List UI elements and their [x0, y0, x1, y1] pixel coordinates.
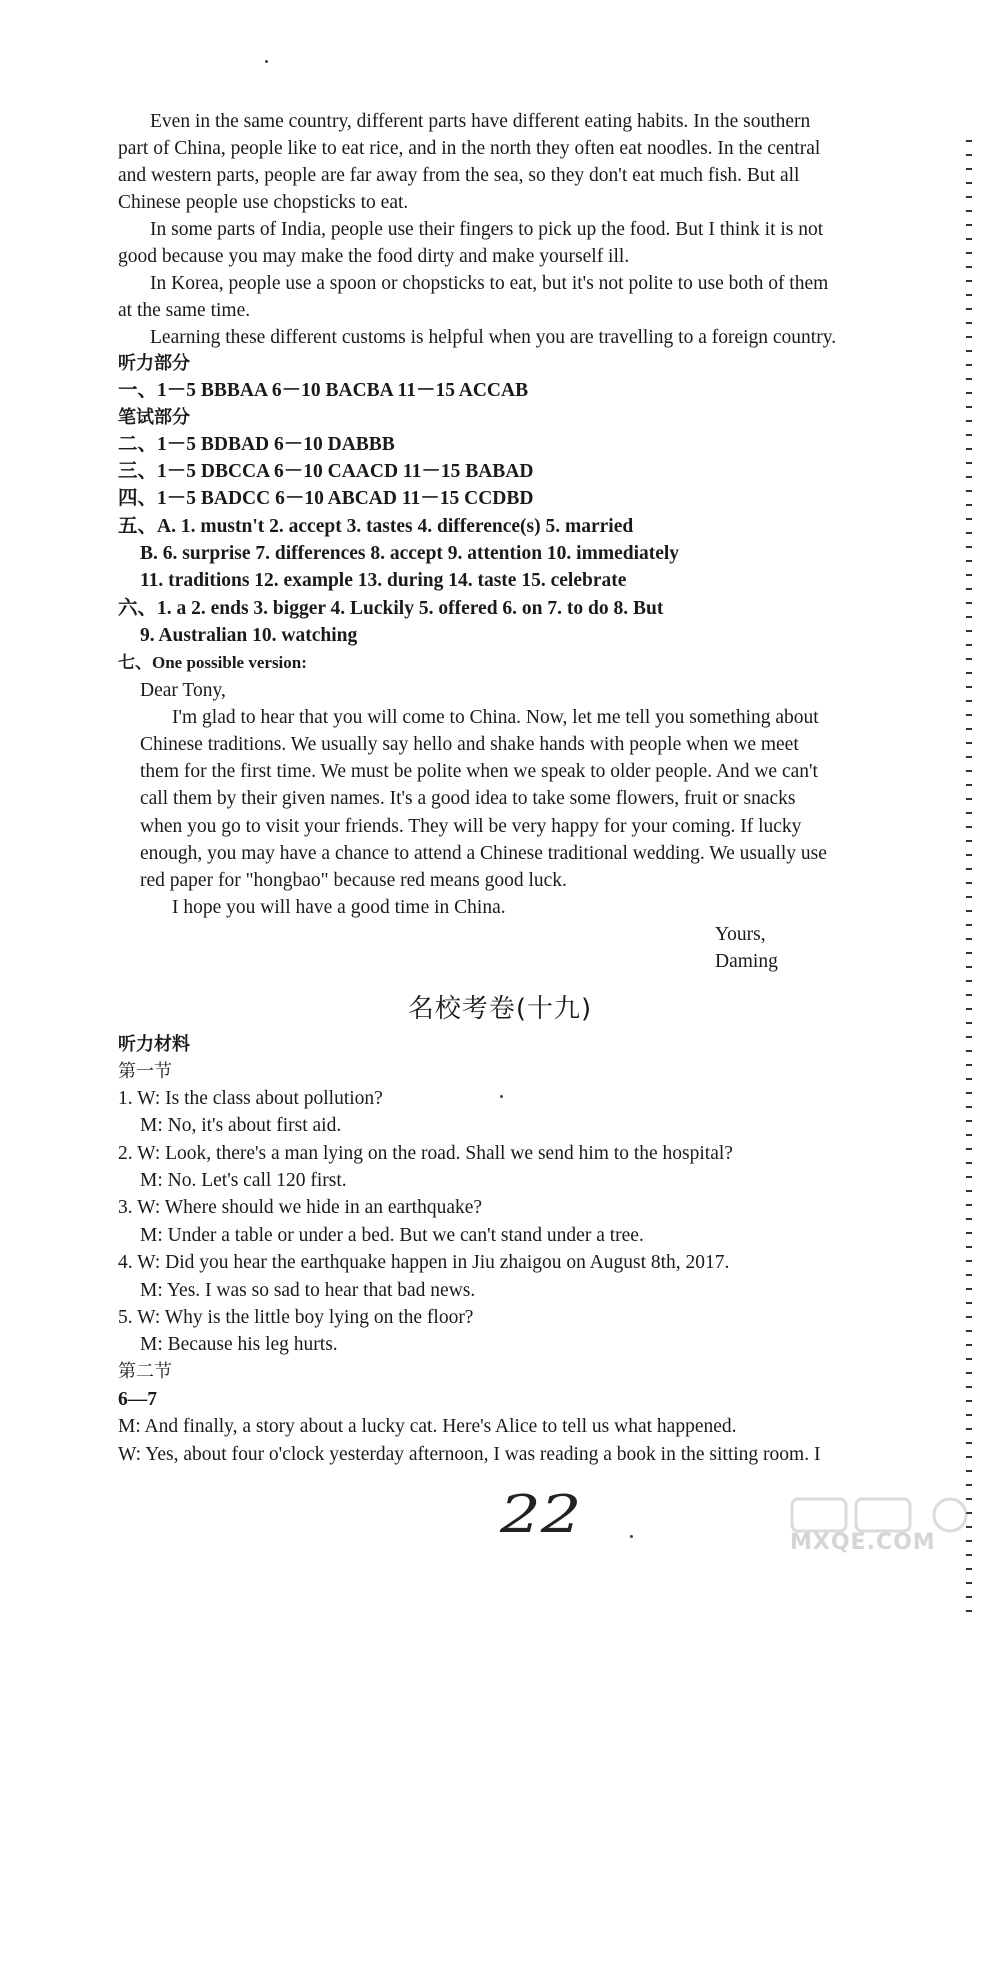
margin-tick	[966, 938, 972, 940]
margin-tick	[966, 1358, 972, 1360]
margin-tick	[966, 154, 972, 156]
margin-tick	[966, 266, 972, 268]
margin-tick	[966, 1610, 972, 1612]
margin-tick	[966, 1442, 972, 1444]
dialogue-4m: M: Yes. I was so sad to hear that bad news.	[140, 1280, 476, 1301]
letter-line-4: call them by their given names. It's a good idea to take some flowers, fruit or snacks	[140, 788, 796, 809]
margin-tick	[966, 504, 972, 506]
margin-tick	[966, 462, 972, 464]
passage-line-9: Learning these different customs is helpful when you are travelling to a foreign country.	[150, 327, 837, 348]
margin-tick	[966, 1134, 972, 1136]
margin-tick	[966, 1330, 972, 1332]
margin-tick	[966, 140, 972, 142]
margin-tick	[966, 840, 972, 842]
letter-line-6: enough, you may have a chance to attend a Chinese traditional wedding. We usually use	[140, 843, 827, 864]
answer-section-2: 二、1－5 BDBAD 6－10 DABBB	[118, 434, 395, 455]
watermark-logo	[790, 1495, 980, 1555]
margin-tick	[966, 1344, 972, 1346]
margin-tick	[966, 1456, 972, 1458]
part1-header: 第一节	[118, 1061, 172, 1082]
passage-line-3: and western parts, people are far away from the sea, so they don't eat much fish. But all	[118, 165, 800, 186]
range-6-7: 6—7	[118, 1389, 157, 1410]
margin-tick	[966, 812, 972, 814]
margin-tick	[966, 728, 972, 730]
margin-tick	[966, 1274, 972, 1276]
section-title: 名校考卷(十九)	[407, 994, 593, 1024]
passage-line-4: Chinese people use chopsticks to eat.	[118, 192, 409, 213]
margin-tick	[966, 518, 972, 520]
margin-tick	[966, 322, 972, 324]
margin-tick	[966, 1568, 972, 1570]
margin-tick	[966, 392, 972, 394]
dialogue-3m: M: Under a table or under a bed. But we can't stand under a tree.	[140, 1225, 644, 1246]
passage-line-5: In some parts of India, people use their fingers to pick up the food. But I think it is not	[150, 219, 824, 240]
answer-section-3: 三、1－5 DBCCA 6－10 CAACD 11－15 BABAD	[118, 461, 534, 482]
letter-closing: Yours,	[715, 924, 766, 945]
margin-tick	[966, 980, 972, 982]
letter-line-3: them for the first time. We must be polite when we speak to older people. And we can't	[140, 761, 818, 782]
margin-tick	[966, 350, 972, 352]
margin-tick	[966, 574, 972, 576]
letter-line-1: I'm glad to hear that you will come to China. Now, let me tell you something about	[172, 707, 819, 728]
letter-line-2: Chinese traditions. We usually say hello and shake hands with people when we meet	[140, 734, 799, 755]
margin-tick	[966, 616, 972, 618]
dialogue-5m: M: Because his leg hurts.	[140, 1334, 338, 1355]
margin-tick	[966, 1190, 972, 1192]
margin-tick	[966, 490, 972, 492]
margin-tick	[966, 588, 972, 590]
margin-tick	[966, 1260, 972, 1262]
material-header: 听力材料	[118, 1034, 190, 1055]
scan-dot	[630, 1535, 633, 1538]
margin-tick	[966, 168, 972, 170]
margin-tick	[966, 868, 972, 870]
margin-tick	[966, 1204, 972, 1206]
answer-section-7: 七、One possible version:	[118, 653, 307, 672]
binding-margin-ticks	[966, 140, 972, 1620]
margin-tick	[966, 336, 972, 338]
margin-tick	[966, 1092, 972, 1094]
margin-tick	[966, 1120, 972, 1122]
margin-tick	[966, 1176, 972, 1178]
answer-section-5b: B. 6. surprise 7. differences 8. accept 9. attention 10. immediately	[140, 543, 680, 564]
margin-tick	[966, 252, 972, 254]
letter-greeting: Dear Tony,	[140, 680, 226, 701]
margin-tick	[966, 1162, 972, 1164]
dialogue-5w: 5. W: Why is the little boy lying on the floor?	[118, 1307, 474, 1328]
margin-tick	[966, 1050, 972, 1052]
dialogue-1w: 1. W: Is the class about pollution?	[118, 1088, 383, 1109]
answer-section-5a: 五、A. 1. mustn't 2. accept 3. tastes 4. difference(s) 5. married	[118, 516, 634, 537]
dialogue-4w: 4. W: Did you hear the earthquake happen in Jiu zhaigou on August 8th, 2017.	[118, 1252, 730, 1273]
handwritten-page-number: 22	[500, 1485, 582, 1545]
margin-tick	[966, 1596, 972, 1598]
dialogue-3w: 3. W: Where should we hide in an earthquake?	[118, 1197, 483, 1218]
margin-tick	[966, 966, 972, 968]
dialogue-1m: M: No, it's about first aid.	[140, 1115, 342, 1136]
margin-tick	[966, 742, 972, 744]
margin-tick	[966, 1078, 972, 1080]
margin-tick	[966, 1022, 972, 1024]
scan-dot	[500, 1095, 503, 1098]
passage-line-2: part of China, people like to eat rice, and in the north they often eat noodles. In the central	[118, 138, 821, 159]
margin-tick	[966, 1302, 972, 1304]
margin-tick	[966, 294, 972, 296]
answer-section-6b: 9. Australian 10. watching	[140, 625, 358, 646]
margin-tick	[966, 854, 972, 856]
margin-tick	[966, 770, 972, 772]
margin-tick	[966, 1064, 972, 1066]
dialogue-6w: W: Yes, about four o'clock yesterday afternoon, I was reading a book in the sitting room. I	[118, 1444, 821, 1465]
letter-line-8: I hope you will have a good time in China.	[172, 897, 506, 918]
margin-tick	[966, 1470, 972, 1472]
answer-section-6a: 六、1. a 2. ends 3. bigger 4. Luckily 5. offered 6. on 7. to do 8. But	[118, 598, 664, 619]
letter-line-7: red paper for "hongbao" because red means good luck.	[140, 870, 567, 891]
margin-tick	[966, 1414, 972, 1416]
margin-tick	[966, 546, 972, 548]
margin-tick	[966, 952, 972, 954]
margin-tick	[966, 476, 972, 478]
margin-tick	[966, 308, 972, 310]
margin-tick	[966, 1008, 972, 1010]
part2-header: 第二节	[118, 1361, 172, 1382]
margin-tick	[966, 224, 972, 226]
margin-tick	[966, 238, 972, 240]
margin-tick	[966, 1218, 972, 1220]
margin-tick	[966, 896, 972, 898]
margin-tick	[966, 448, 972, 450]
passage-line-1: Even in the same country, different parts have different eating habits. In the southern	[150, 111, 811, 132]
margin-tick	[966, 700, 972, 702]
margin-tick	[966, 630, 972, 632]
margin-tick	[966, 672, 972, 674]
margin-tick	[966, 686, 972, 688]
margin-tick	[966, 1288, 972, 1290]
margin-tick	[966, 714, 972, 716]
margin-tick	[966, 1246, 972, 1248]
dialogue-2m: M: No. Let's call 120 first.	[140, 1170, 347, 1191]
margin-tick	[966, 882, 972, 884]
margin-tick	[966, 1484, 972, 1486]
letter-line-5: when you go to visit your friends. They will be very happy for your coming. If lucky	[140, 816, 802, 837]
passage-line-6: good because you may make the food dirty and make yourself ill.	[118, 246, 630, 267]
margin-tick	[966, 910, 972, 912]
scan-dot	[265, 60, 268, 63]
answer-section-1: 一、1－5 BBBAA 6－10 BACBA 11－15 ACCAB	[118, 380, 529, 401]
margin-tick	[966, 196, 972, 198]
margin-tick	[966, 1372, 972, 1374]
margin-tick	[966, 560, 972, 562]
listening-header: 听力部分	[118, 353, 190, 374]
margin-tick	[966, 602, 972, 604]
dialogue-6m: M: And finally, a story about a lucky cat. Here's Alice to tell us what happened.	[118, 1416, 737, 1437]
margin-tick	[966, 1582, 972, 1584]
margin-tick	[966, 378, 972, 380]
watermark-text: MXQE.COM	[790, 1530, 936, 1555]
margin-tick	[966, 1316, 972, 1318]
margin-tick	[966, 924, 972, 926]
margin-tick	[966, 1400, 972, 1402]
answer-section-4: 四、1－5 BADCC 6－10 ABCAD 11－15 CCDBD	[118, 488, 534, 509]
margin-tick	[966, 1148, 972, 1150]
margin-tick	[966, 1106, 972, 1108]
margin-tick	[966, 644, 972, 646]
writing-header: 笔试部分	[118, 407, 190, 428]
margin-tick	[966, 434, 972, 436]
margin-tick	[966, 364, 972, 366]
margin-tick	[966, 756, 972, 758]
passage-line-8: at the same time.	[118, 300, 251, 321]
dialogue-2w: 2. W: Look, there's a man lying on the road. Shall we send him to the hospital?	[118, 1143, 733, 1164]
margin-tick	[966, 826, 972, 828]
margin-tick	[966, 798, 972, 800]
margin-tick	[966, 658, 972, 660]
margin-tick	[966, 406, 972, 408]
margin-tick	[966, 210, 972, 212]
margin-tick	[966, 532, 972, 534]
answer-section-5c: 11. traditions 12. example 13. during 14. taste 15. celebrate	[140, 570, 627, 591]
passage-line-7: In Korea, people use a spoon or chopsticks to eat, but it's not polite to use both of them	[150, 273, 829, 294]
margin-tick	[966, 994, 972, 996]
margin-tick	[966, 784, 972, 786]
margin-tick	[966, 1386, 972, 1388]
margin-tick	[966, 1428, 972, 1430]
margin-tick	[966, 280, 972, 282]
watermark-icon	[790, 1495, 980, 1535]
margin-tick	[966, 182, 972, 184]
margin-tick	[966, 1232, 972, 1234]
letter-signature: Daming	[715, 951, 778, 972]
margin-tick	[966, 420, 972, 422]
margin-tick	[966, 1036, 972, 1038]
